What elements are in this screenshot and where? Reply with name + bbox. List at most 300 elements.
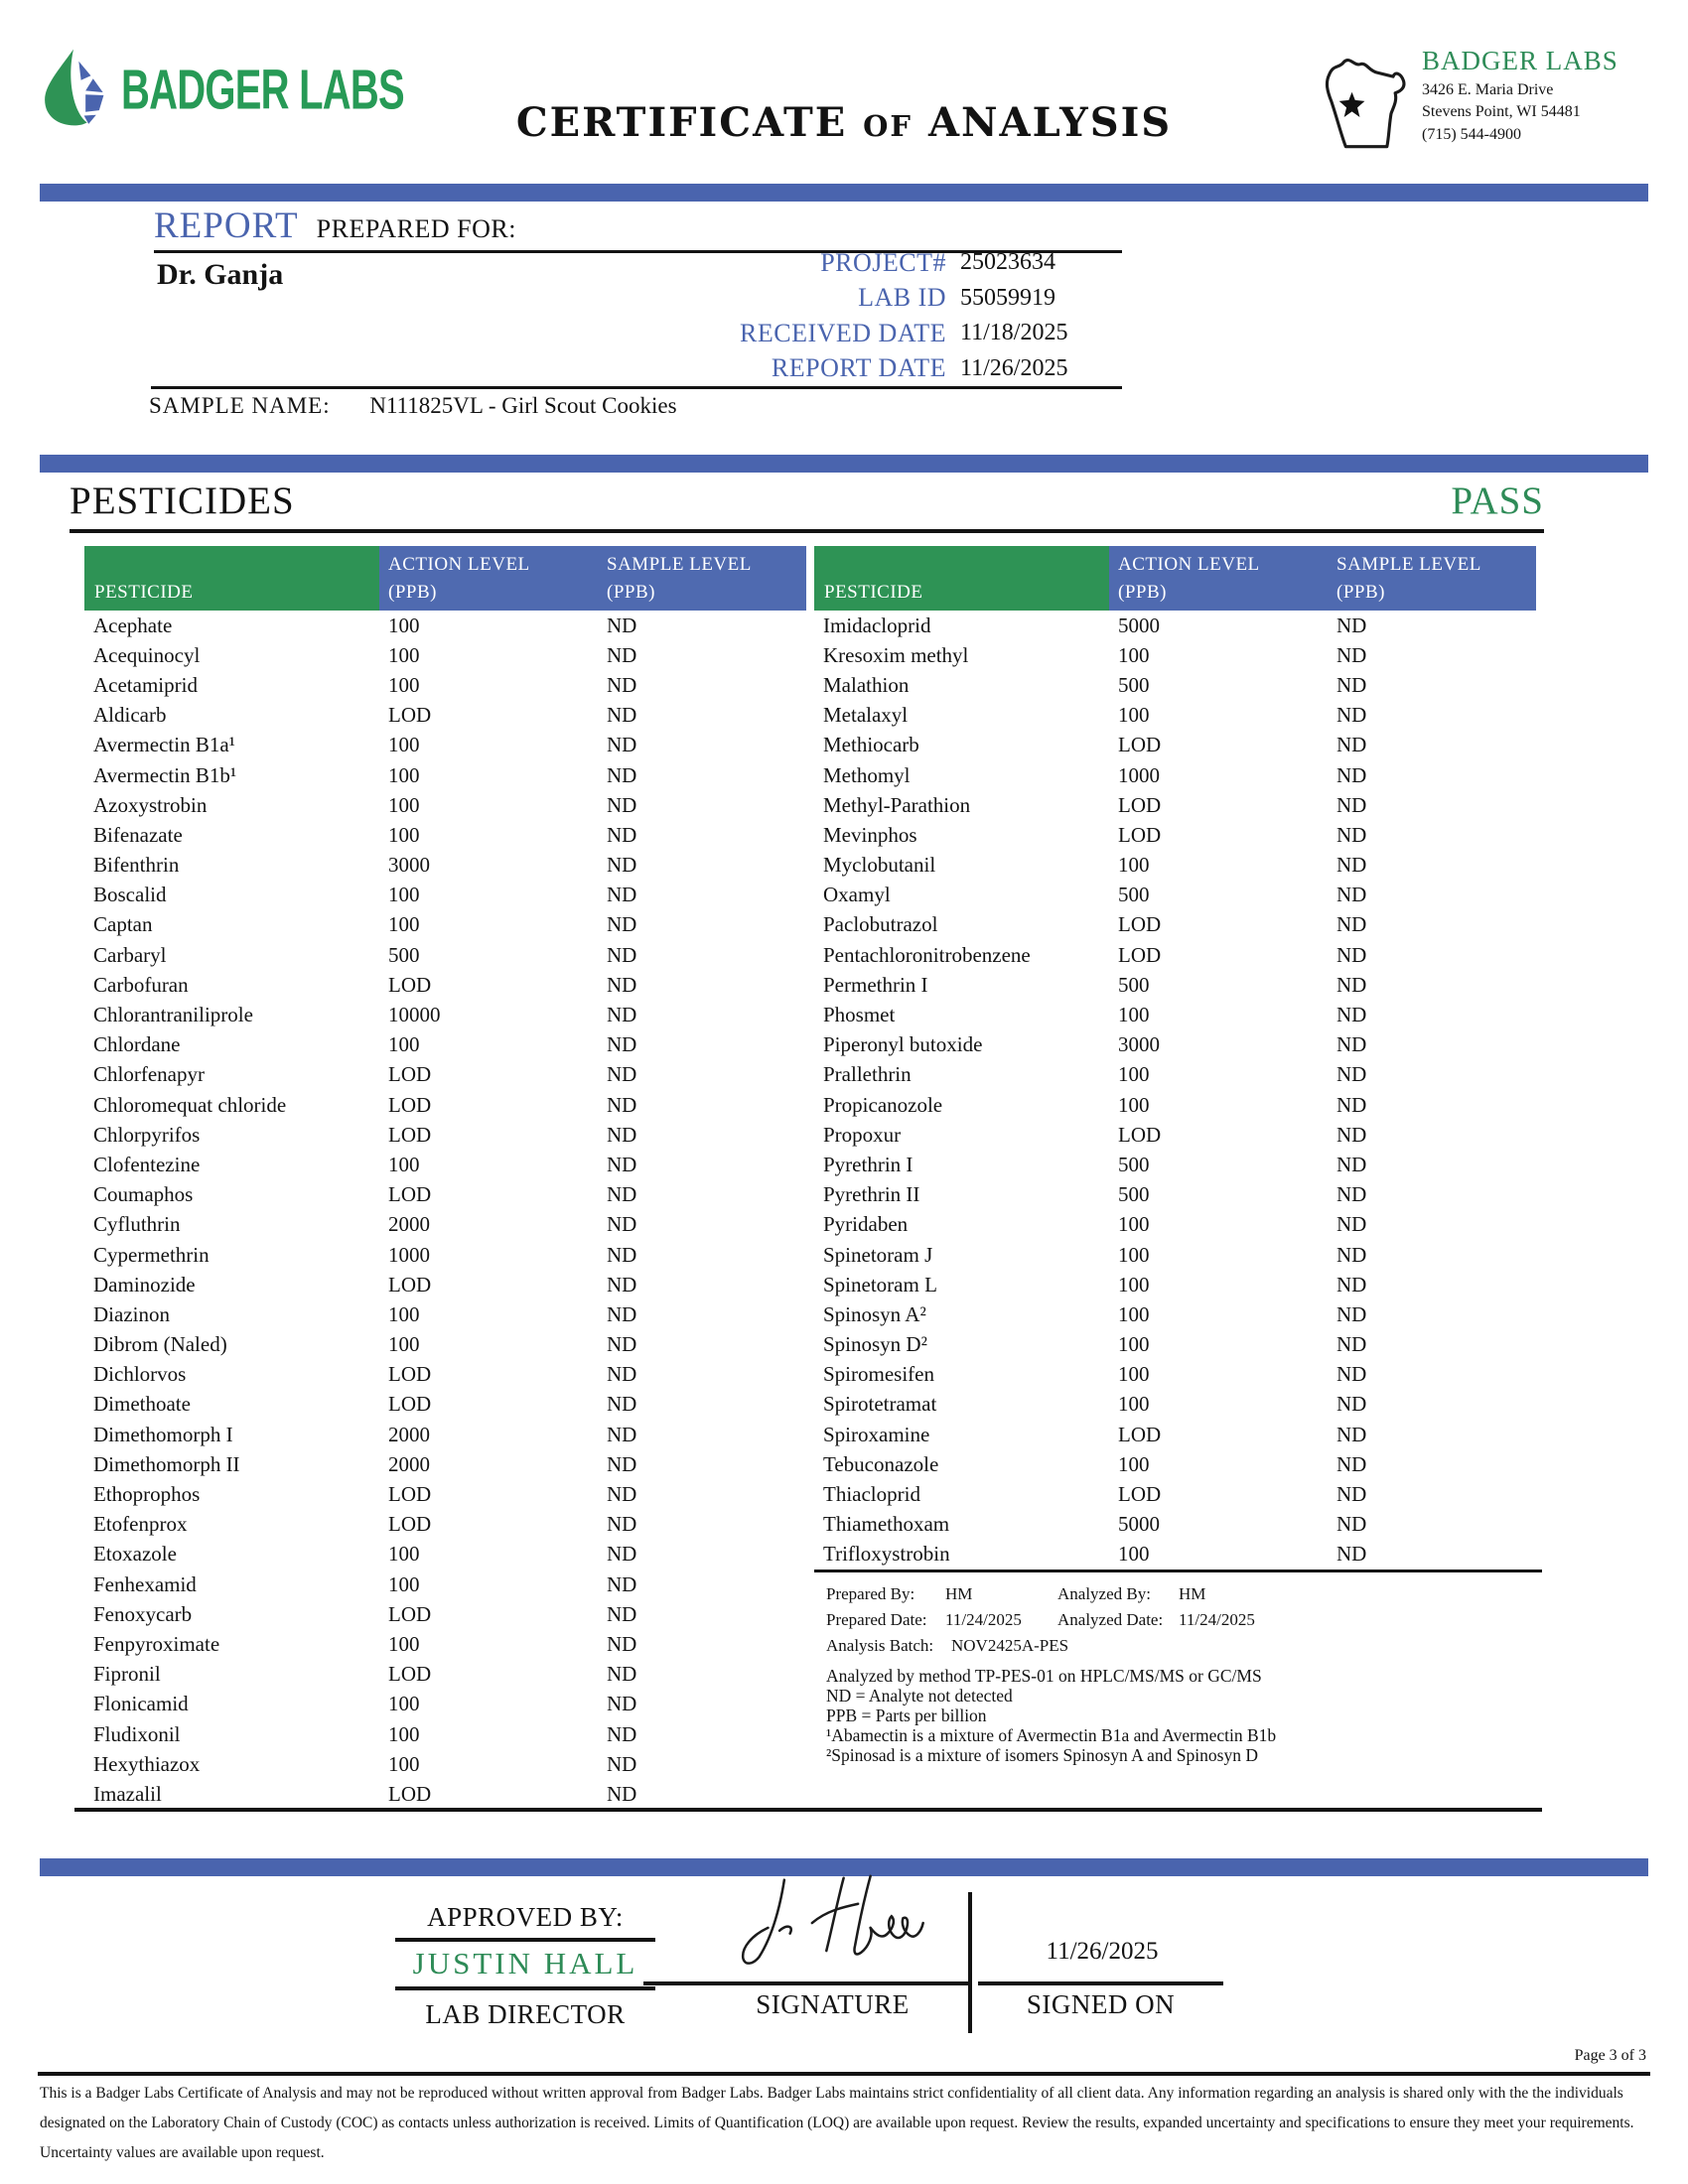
meta-row-labid xyxy=(635,281,1124,317)
sample-level-value: ND xyxy=(607,1301,637,1326)
table-row xyxy=(814,790,1536,820)
pesticide-name: Pyridaben xyxy=(823,1212,909,1237)
table-row xyxy=(84,1030,806,1060)
sample-level-value: ND xyxy=(607,1451,637,1476)
sample-level-value: ND xyxy=(1336,1182,1367,1207)
signature-label: SIGNATURE xyxy=(756,1989,910,2019)
table-row xyxy=(84,1000,806,1029)
pesticide-name: Azoxystrobin xyxy=(93,792,208,817)
pesticide-name: Tebuconazole xyxy=(823,1451,939,1476)
pesticide-name: Piperonyl butoxide xyxy=(823,1032,983,1057)
action-level-value: 100 xyxy=(1118,853,1150,878)
table-row xyxy=(84,701,806,731)
action-level-value: LOD xyxy=(1118,792,1162,817)
table-row xyxy=(814,611,1536,640)
table-row xyxy=(84,1270,806,1299)
action-level-value: 100 xyxy=(1118,1242,1150,1267)
pesticide-name: Chlordane xyxy=(93,1032,181,1057)
leaf-logo-icon xyxy=(36,48,111,132)
pesticide-name: Spiromesifen xyxy=(823,1362,934,1387)
pesticide-name: Boscalid xyxy=(93,883,167,907)
action-level-value: 100 xyxy=(1118,1092,1150,1117)
pesticide-name: Spinosyn A² xyxy=(823,1301,926,1326)
pesticide-name: Bifenazate xyxy=(93,822,183,847)
table-row xyxy=(84,1120,806,1150)
pesticide-name: Coumaphos xyxy=(93,1182,194,1207)
pass-badge: PASS xyxy=(1451,479,1544,522)
action-level-value: 5000 xyxy=(1118,613,1160,637)
sample-level-value: ND xyxy=(607,1152,637,1176)
pesticide-name: Diazinon xyxy=(93,1301,170,1326)
sample-level-value: ND xyxy=(607,1212,637,1237)
prepared-analyzed-by-row xyxy=(826,1581,1536,1607)
table-row xyxy=(814,701,1536,731)
analyzed-by-label: Analyzed By: xyxy=(1057,1584,1151,1603)
pesticide-name: Metalaxyl xyxy=(823,703,909,728)
divider-bar-section xyxy=(40,455,1648,473)
table-row xyxy=(84,670,806,700)
action-level-value: 100 xyxy=(1118,1003,1150,1027)
labid-value: 55059919 xyxy=(960,284,1055,311)
analyzed-date-value: 11/24/2025 xyxy=(1179,1610,1255,1629)
pesticide-name: Oxamyl xyxy=(823,883,891,907)
pesticide-name: Pyrethrin II xyxy=(823,1182,920,1207)
pesticide-name: Acetamiprid xyxy=(93,672,198,697)
table-row xyxy=(84,1150,806,1179)
pesticide-name: Propoxur xyxy=(823,1122,902,1147)
action-level-value: 100 xyxy=(388,1751,420,1776)
prepared-by-value: HM xyxy=(945,1584,973,1603)
pesticide-table-right xyxy=(814,546,1536,1570)
action-level-value: 100 xyxy=(1118,642,1150,667)
table-row xyxy=(84,611,806,640)
table-row xyxy=(814,1210,1536,1240)
action-level-value: 100 xyxy=(388,733,420,757)
action-level-value: 100 xyxy=(1118,1212,1150,1237)
sample-level-value: ND xyxy=(607,1003,637,1027)
prepared-date-label: Prepared Date: xyxy=(826,1610,927,1629)
pesticide-name: Thiacloprid xyxy=(823,1482,920,1507)
action-level-value: 100 xyxy=(388,912,420,937)
table-row xyxy=(814,1030,1536,1060)
rule-under-section xyxy=(70,529,1544,533)
labid-label: LAB ID xyxy=(858,283,946,313)
table-row xyxy=(814,881,1536,910)
sample-level-value: ND xyxy=(1336,972,1367,997)
table-row xyxy=(814,1360,1536,1390)
pesticide-name: Etoxazole xyxy=(93,1542,177,1567)
action-level-value: 1000 xyxy=(1118,762,1160,787)
prepared-for-label: PREPARED FOR: xyxy=(316,214,516,243)
sample-level-value: ND xyxy=(607,1422,637,1446)
pesticide-name: Cypermethrin xyxy=(93,1242,210,1267)
sample-level-value: ND xyxy=(1336,942,1367,967)
action-level-value: 100 xyxy=(1118,703,1150,728)
pesticide-name: Methyl-Parathion xyxy=(823,792,971,817)
sample-level-value: ND xyxy=(1336,613,1367,637)
section-heading xyxy=(70,478,1544,523)
pesticide-table-left xyxy=(84,546,806,1810)
sample-level-value: ND xyxy=(607,1721,637,1746)
action-level-value: LOD xyxy=(388,1182,432,1207)
lab-info xyxy=(1422,46,1618,160)
sample-level-value: ND xyxy=(607,1242,637,1267)
table-row xyxy=(84,760,806,790)
sample-level-value: ND xyxy=(1336,1392,1367,1417)
sample-level-value: ND xyxy=(1336,822,1367,847)
sample-level-value: ND xyxy=(607,1062,637,1087)
pesticide-name: Clofentezine xyxy=(93,1152,201,1176)
sample-level-value: ND xyxy=(607,1571,637,1596)
table-row xyxy=(814,1510,1536,1540)
sample-level-header: SAMPLE LEVEL (PPB) xyxy=(607,554,752,603)
signature-rule xyxy=(643,1981,970,1985)
action-level-value: 100 xyxy=(388,1571,420,1596)
sample-level-value: ND xyxy=(607,1362,637,1387)
pesticide-column-header: PESTICIDE xyxy=(84,546,379,611)
level-column-headers xyxy=(379,546,806,611)
pesticide-name: Daminozide xyxy=(93,1272,196,1297)
sample-level-value: ND xyxy=(607,792,637,817)
meta-row-received xyxy=(635,316,1124,351)
pesticide-name: Imazalil xyxy=(93,1781,162,1806)
sample-level-value: ND xyxy=(607,1542,637,1567)
sample-level-value: ND xyxy=(607,1751,637,1776)
pesticide-name: Fipronil xyxy=(93,1662,161,1687)
sample-level-value: ND xyxy=(607,853,637,878)
pesticide-name: Prallethrin xyxy=(823,1062,912,1087)
table-row xyxy=(814,1150,1536,1179)
action-level-value: 100 xyxy=(1118,1392,1150,1417)
meta-row-reportdate xyxy=(635,351,1124,387)
action-level-value: 100 xyxy=(388,1152,420,1176)
table-row xyxy=(814,970,1536,1000)
table-row xyxy=(84,1540,806,1570)
action-level-value: 100 xyxy=(388,792,420,817)
action-level-header: ACTION LEVEL (PPB) xyxy=(1118,554,1260,603)
pesticide-name: Carbofuran xyxy=(93,972,189,997)
pesticide-name: Myclobutanil xyxy=(823,853,936,878)
table-row xyxy=(814,1270,1536,1299)
table-row xyxy=(814,1000,1536,1029)
table-row xyxy=(84,790,806,820)
action-level-value: LOD xyxy=(388,1512,432,1537)
action-level-value: 2000 xyxy=(388,1212,430,1237)
table-row xyxy=(84,1660,806,1690)
pesticide-name: Phosmet xyxy=(823,1003,896,1027)
pesticide-name: Spinetoram J xyxy=(823,1242,933,1267)
footnote-abamectin: ¹Abamectin is a mixture of Avermectin B1a and Avermectin B1b xyxy=(826,1725,1277,1745)
action-level-value: 100 xyxy=(388,642,420,667)
sample-level-value: ND xyxy=(607,613,637,637)
rule-table-bottom xyxy=(74,1808,1542,1812)
table-row xyxy=(814,1120,1536,1150)
sample-level-value: ND xyxy=(1336,1301,1367,1326)
action-level-value: LOD xyxy=(388,703,432,728)
sample-level-value: ND xyxy=(1336,1362,1367,1387)
pesticide-name: Acephate xyxy=(93,613,173,637)
table-row xyxy=(84,1420,806,1449)
sample-level-value: ND xyxy=(607,1692,637,1716)
table-row xyxy=(814,760,1536,790)
disclaimer-text: This is a Badger Labs Certificate of Analysis and may not be reproduced without written approval from Badger Labs. Badger Labs maintains strict confidentiality of all client data. Any information regarding an analysis is shared only with the the individuals designated on the Laboratory Chain of Custody (COC) as contacts unless authorization is received. Limits of Quantification (LOQ) are available upon request. Review the results, expanded uncertainty and specifications to ensure they meet your requirements. Uncertainty values are available upon request. xyxy=(40,2085,1634,2162)
page-number: Page 3 of 3 xyxy=(1574,2047,1646,2064)
action-level-value: 100 xyxy=(388,1032,420,1057)
lab-name: BADGER LABS xyxy=(1422,46,1618,75)
table-row xyxy=(84,1090,806,1120)
sample-level-value: ND xyxy=(607,972,637,997)
action-level-value: LOD xyxy=(1118,822,1162,847)
action-level-value: 100 xyxy=(388,672,420,697)
table-rows-left xyxy=(84,611,806,1810)
sample-level-value: ND xyxy=(607,883,637,907)
table-row xyxy=(84,1360,806,1390)
method-notes xyxy=(826,1666,1536,1765)
action-level-value: LOD xyxy=(1118,912,1162,937)
table-row xyxy=(814,1240,1536,1270)
table-row xyxy=(814,1180,1536,1210)
table-row xyxy=(814,820,1536,850)
lab-address-block xyxy=(1313,46,1660,160)
action-level-value: 100 xyxy=(1118,1451,1150,1476)
sample-level-value: ND xyxy=(1336,853,1367,878)
pesticide-name: Fenoxycarb xyxy=(93,1601,193,1626)
table-row xyxy=(84,1390,806,1420)
action-level-value: 500 xyxy=(1118,1182,1150,1207)
action-level-value: LOD xyxy=(1118,942,1162,967)
action-level-value: 100 xyxy=(388,1721,420,1746)
action-level-value: 100 xyxy=(1118,1542,1150,1567)
sample-level-value: ND xyxy=(1336,1062,1367,1087)
signed-on-date: 11/26/2025 xyxy=(1046,1938,1159,1965)
table-header xyxy=(84,546,806,611)
pesticide-name: Paclobutrazol xyxy=(823,912,938,937)
pesticide-name: Ethoprophos xyxy=(93,1482,201,1507)
report-prepared-for xyxy=(154,205,516,247)
ppb-definition: PPB = Parts per billion xyxy=(826,1706,987,1725)
signed-on-rule xyxy=(978,1981,1223,1985)
action-level-value: LOD xyxy=(1118,1482,1162,1507)
action-level-value: 100 xyxy=(388,1542,420,1567)
table-row xyxy=(814,1479,1536,1509)
sample-level-value: ND xyxy=(607,1512,637,1537)
pesticide-name: Spiroxamine xyxy=(823,1422,930,1446)
analyzed-date-label: Analyzed Date: xyxy=(1057,1610,1164,1629)
sample-level-value: ND xyxy=(607,1392,637,1417)
action-level-value: LOD xyxy=(388,1662,432,1687)
action-level-value: LOD xyxy=(388,1362,432,1387)
pesticide-name: Flonicamid xyxy=(93,1692,189,1716)
sample-name-value: N111825VL - Girl Scout Cookies xyxy=(369,393,677,418)
table-row xyxy=(814,1540,1536,1570)
action-level-value: 100 xyxy=(1118,1362,1150,1387)
pesticide-name: Dibrom (Naled) xyxy=(93,1332,227,1357)
analysis-batch-label: Analysis Batch: xyxy=(826,1636,934,1655)
signature-date-divider xyxy=(968,1892,972,2033)
sample-level-value: ND xyxy=(1336,1152,1367,1176)
sample-level-value: ND xyxy=(1336,733,1367,757)
approved-by-rule xyxy=(395,1938,655,1942)
table-row xyxy=(84,1510,806,1540)
action-level-value: 100 xyxy=(388,822,420,847)
action-level-value: LOD xyxy=(1118,1122,1162,1147)
action-level-value: 3000 xyxy=(1118,1032,1160,1057)
pesticide-name: Pyrethrin I xyxy=(823,1152,914,1176)
sample-level-value: ND xyxy=(1336,1122,1367,1147)
approved-by-block xyxy=(395,1902,655,2030)
pesticide-name: Malathion xyxy=(823,672,910,697)
sample-level-value: ND xyxy=(1336,1482,1367,1507)
pesticide-name: Mevinphos xyxy=(823,822,917,847)
pesticide-name: Acequinocyl xyxy=(93,642,201,667)
page-title: CERTIFICATE OF ANALYSIS xyxy=(515,99,1173,146)
action-level-value: 100 xyxy=(388,1301,420,1326)
sample-level-value: ND xyxy=(1336,672,1367,697)
pesticide-name: Thiamethoxam xyxy=(823,1512,950,1537)
table-row xyxy=(84,970,806,1000)
sample-level-header: SAMPLE LEVEL (PPB) xyxy=(1336,554,1481,603)
pesticide-name: Dichlorvos xyxy=(93,1362,187,1387)
sample-level-value: ND xyxy=(607,822,637,847)
pesticide-name: Hexythiazox xyxy=(93,1751,201,1776)
sample-level-value: ND xyxy=(607,1182,637,1207)
sample-level-value: ND xyxy=(1336,1003,1367,1027)
action-level-value: 100 xyxy=(388,1692,420,1716)
sample-level-value: ND xyxy=(1336,1092,1367,1117)
table-row xyxy=(814,851,1536,881)
rule-under-right-table xyxy=(814,1570,1542,1572)
table-row xyxy=(84,820,806,850)
report-date-value: 11/26/2025 xyxy=(960,354,1068,381)
action-level-value: 500 xyxy=(1118,972,1150,997)
pesticide-name: Spinosyn D² xyxy=(823,1332,927,1357)
rule-under-meta xyxy=(151,386,1122,389)
sample-level-value: ND xyxy=(607,762,637,787)
action-level-value: 500 xyxy=(388,942,420,967)
pesticide-name: Bifenthrin xyxy=(93,853,180,878)
sample-level-value: ND xyxy=(1336,792,1367,817)
sample-level-value: ND xyxy=(1336,703,1367,728)
rule-footer xyxy=(38,2072,1650,2076)
sample-level-value: ND xyxy=(607,912,637,937)
sample-level-value: ND xyxy=(607,1092,637,1117)
pesticide-name: Dimethomorph II xyxy=(93,1451,240,1476)
action-level-value: 2000 xyxy=(388,1451,430,1476)
action-level-value: LOD xyxy=(388,1392,432,1417)
table-row xyxy=(84,1330,806,1360)
pesticide-name: Dimethoate xyxy=(93,1392,191,1417)
table-row xyxy=(84,1570,806,1599)
sample-level-value: ND xyxy=(1336,1542,1367,1567)
approver-title: LAB DIRECTOR xyxy=(425,1999,626,2029)
pesticide-column-header: PESTICIDE xyxy=(814,546,1109,611)
pesticide-name: Avermectin B1b¹ xyxy=(93,762,237,787)
brand-wordmark: BADGER LABS xyxy=(121,59,404,121)
action-level-value: 500 xyxy=(1118,672,1150,697)
action-level-value: LOD xyxy=(388,1482,432,1507)
sample-level-value: ND xyxy=(1336,1272,1367,1297)
prepared-date-value: 11/24/2025 xyxy=(945,1610,1022,1629)
sample-level-value: ND xyxy=(1336,912,1367,937)
pesticide-name: Avermectin B1a¹ xyxy=(93,733,235,757)
pesticide-name: Methiocarb xyxy=(823,733,919,757)
table-row xyxy=(814,1390,1536,1420)
project-label: PROJECT# xyxy=(820,247,946,277)
sample-level-value: ND xyxy=(1336,1242,1367,1267)
approver-name: JUSTIN HALL xyxy=(412,1946,638,1980)
table-row xyxy=(84,1449,806,1479)
table-rows-right xyxy=(814,611,1536,1570)
sample-level-value: ND xyxy=(1336,883,1367,907)
table-row xyxy=(814,1330,1536,1360)
table-row xyxy=(814,1299,1536,1329)
table-row xyxy=(84,1719,806,1749)
action-level-value: 100 xyxy=(1118,1301,1150,1326)
report-meta xyxy=(635,245,1124,386)
signature-image xyxy=(700,1870,968,1979)
table-row xyxy=(84,1479,806,1509)
table-row xyxy=(814,670,1536,700)
action-level-value: LOD xyxy=(388,1781,432,1806)
address-line-1: 3426 E. Maria Drive xyxy=(1422,81,1554,98)
level-column-headers xyxy=(1109,546,1536,611)
pesticide-name: Dimethomorph I xyxy=(93,1422,233,1446)
report-label: REPORT xyxy=(154,205,299,246)
action-level-value: 2000 xyxy=(388,1422,430,1446)
sample-level-value: ND xyxy=(607,733,637,757)
address-line-2: Stevens Point, WI 54481 xyxy=(1422,103,1581,121)
wisconsin-map-icon xyxy=(1313,46,1416,160)
sample-name-row xyxy=(149,393,677,419)
table-row xyxy=(814,1090,1536,1120)
table-row xyxy=(84,1180,806,1210)
table-row xyxy=(814,940,1536,970)
action-level-value: LOD xyxy=(1118,733,1162,757)
pesticide-name: Permethrin I xyxy=(823,972,928,997)
action-level-value: LOD xyxy=(388,1092,432,1117)
action-level-value: 100 xyxy=(388,762,420,787)
pesticide-name: Chlorpyrifos xyxy=(93,1122,201,1147)
meta-row-project xyxy=(635,245,1124,281)
table-row xyxy=(84,851,806,881)
pesticide-name: Pentachloronitrobenzene xyxy=(823,942,1031,967)
table-row xyxy=(84,1060,806,1090)
table-row xyxy=(814,1060,1536,1090)
sample-level-value: ND xyxy=(1336,642,1367,667)
report-date-label: REPORT DATE xyxy=(771,353,946,383)
analysis-notes xyxy=(826,1581,1536,1765)
sample-level-value: ND xyxy=(607,642,637,667)
action-level-value: 10000 xyxy=(388,1003,441,1027)
action-level-value: LOD xyxy=(1118,1422,1162,1446)
sample-level-value: ND xyxy=(607,1332,637,1357)
table-row xyxy=(814,1449,1536,1479)
sample-level-value: ND xyxy=(607,1032,637,1057)
action-level-value: LOD xyxy=(388,1062,432,1087)
project-value: 25023634 xyxy=(960,249,1055,276)
pesticide-name: Imidacloprid xyxy=(823,613,931,637)
sample-level-value: ND xyxy=(607,1781,637,1806)
sample-level-value: ND xyxy=(607,703,637,728)
sample-level-value: ND xyxy=(1336,1212,1367,1237)
pesticide-name: Cyfluthrin xyxy=(93,1212,181,1237)
pesticide-name: Fenpyroximate xyxy=(93,1631,220,1656)
table-row xyxy=(84,881,806,910)
action-level-value: 100 xyxy=(1118,1332,1150,1357)
table-row xyxy=(814,640,1536,670)
pesticide-name: Captan xyxy=(93,912,153,937)
action-level-value: 100 xyxy=(1118,1062,1150,1087)
